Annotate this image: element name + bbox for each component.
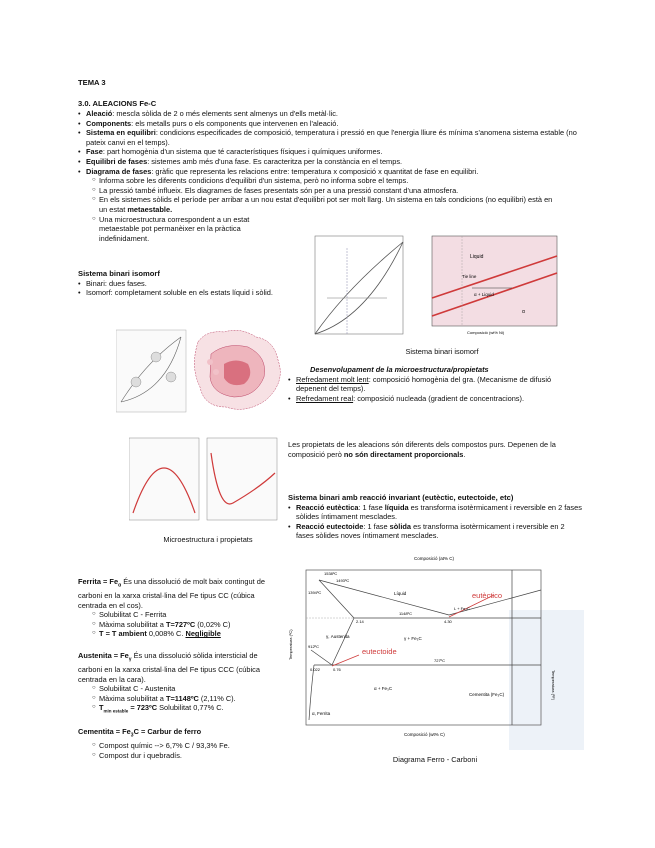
microestructura-item: • Refredament real: composició nucleada (gradient de concentracions). — [288, 394, 583, 404]
fec-430: 4.30 — [444, 619, 452, 624]
def-equilibri-fases: • Equilibri de fases: sistemes amb més d'una fase. Es caracteritza per la constància en el temps. — [78, 157, 578, 167]
def-components: • Components: els metalls purs o els components que intervenen en l'aleació. — [78, 119, 578, 129]
austenita-item: ○ $T_{min estable}$ = 723ºC Solubilitat 0,77% C. — [92, 703, 268, 716]
invariant-item: • Reacció eutectoide: 1 fase sòlida es transforma isotèrmicament i reversible en 2 fases sòlides noves íntimament mesclades. — [288, 522, 583, 541]
invariant-heading: Sistema binari amb reacció invariant (eutèctic, eutectoide, etc) — [288, 493, 514, 502]
sub-point: ○ En els sistemes sòlids el període per arribar a un nou estat d'equilibri pot ser molt llarg. Un sistema en tals condicions (no equilibri) està en un estat metaestable. — [92, 195, 562, 214]
def-sistema-equilibri: • Sistema en equilibri: condicions especificades de composició, temperatura i pressió en que l'energia lliure és mínima s'anomena sistema estable (no pateix canvi en el temps). — [78, 128, 578, 147]
fec-912: 912ºC — [308, 644, 320, 649]
page-title: TEMA 3 — [78, 78, 106, 87]
def-diagrama-fases: • Diagrama de fases: gràfic que representa les relacions entre: temperatura x composició x quantitat de fase en equilibri. — [78, 167, 578, 177]
fe-c-diagram — [284, 550, 584, 755]
microestructura-block — [288, 365, 583, 403]
sub-point: ○ Una microestructura correspondent a un estat metaestable pot permanèixer en la pràctica indefinidament. — [92, 215, 284, 244]
iso-label-alpha-liquid: α + Liquid — [474, 292, 494, 297]
fec-1493: 1493ºC — [336, 578, 350, 583]
fec-076: 0.76 — [333, 667, 341, 672]
isomorf-diagram-pink — [422, 228, 562, 338]
fec-0022: 0.022 — [310, 667, 321, 672]
fec-727: 727ºC — [434, 658, 446, 663]
sub-point: ○ Informa sobre les diferents condicions d'equilibri d'un sistema, però no informa sobre el temps. — [92, 176, 562, 186]
fec-214: 2.14 — [356, 619, 364, 624]
fec-cementita: Cementita (Fe₃C) — [469, 692, 505, 697]
fec-bottom-axis: Composició (wt% C) — [404, 732, 445, 737]
iso-label-tie: Tie line — [462, 274, 477, 279]
fec-l-fe3c: L + Fe₃C — [454, 606, 470, 611]
austenita-block — [78, 651, 268, 717]
fec-y-axis: Temperatura (ºC) — [288, 629, 293, 660]
austenita-item: ○ Solubilitat C - Austenita — [92, 684, 268, 694]
ferrita-item: ○ Solubilitat C - Ferrita — [92, 610, 268, 620]
fec-ferrita: α, Ferrita — [312, 711, 331, 716]
isomorf-block — [78, 269, 278, 298]
austenita-item: ○ Màxima solubilitat a T=1148ºC (2,11% C). — [92, 694, 268, 704]
fec-gamma-fe3c: γ + Fe₃C — [404, 636, 422, 641]
isomorf-diagram-small — [307, 228, 407, 348]
fec-y2-axis: Temperatura (ºF) — [551, 670, 556, 701]
fec-1148: 1148ºC — [399, 611, 412, 616]
microestructura-heading: Desenvolupament de la microestructura/propietats — [310, 365, 489, 374]
invariant-item: • Reacció eutèctica: 1 fase líquida es transforma isotèrmicament i reversible en 2 fases sòlides íntimament mesclades. — [288, 503, 583, 522]
fec-austenita: γ, Austenita — [326, 634, 350, 639]
cementita-block — [78, 727, 278, 760]
isomorf-item: • Isomorf: completament soluble en els estats líquid i sòlid. — [78, 288, 278, 298]
section-heading: 3.0. ALEACIONS Fe-C — [78, 99, 157, 108]
cementita-item: ○ Compost dur i quebradís. — [92, 751, 278, 761]
eutectic-label: eutèctico — [472, 591, 503, 600]
fe-c-caption: Diagrama Ferro - Carboni — [392, 755, 478, 764]
ferrita-item: ○ Màxima solubilitat a T=727ºC (0,02% C) — [92, 620, 268, 630]
microestructura-item: • Refredament molt lent: composició homogènia del gra. (Mecanisme de difusió depenent del temps). — [288, 375, 583, 394]
austenita-desc: Austenita = $Fe_\gamma$ És una dissolució sòlida intersticial de carboni en la xarxa cristal·lina del Fe tipus CCC (cúbica centrada en la cara). — [78, 651, 260, 684]
isomorf-caption: Sistema binari isomorf — [405, 347, 479, 356]
fec-1394: 1394ºC — [308, 590, 322, 595]
fec-top-axis: Composició (at% C) — [414, 556, 455, 561]
sub-point: ○ La pressió també influeix. Els diagrames de fases presentats són per a una pressió constant d'una atmosfera. — [92, 186, 562, 196]
property-graphs — [129, 433, 281, 528]
iso-label-x: Composició (wt% Ni) — [467, 330, 505, 335]
fec-1538: 1538ºC — [324, 571, 338, 576]
ferrita-item: ○ T = T ambient 0,008% C. Negligible — [92, 629, 268, 639]
fec-alpha-fe3c: α + Fe₃C — [374, 686, 393, 691]
microstructure-figures — [116, 322, 296, 417]
def-aleacio: • Aleació: mescla sòlida de 2 o més elements sent almenys un d'ells metàl·lic. — [78, 109, 578, 119]
eutectoid-label: eutectoide — [362, 647, 397, 656]
isomorf-heading: Sistema binari isomorf — [78, 269, 160, 278]
ferrita-block — [78, 577, 268, 639]
fec-liquid: Líquid — [394, 591, 407, 596]
propietats-text: Les propietats de les aleacions són diferents dels compostos purs. Depenen de la composició però no són directament proporcionals. — [288, 440, 556, 459]
def-fase: • Fase: part homogènia d'un sistema que té característiques físiques i químiques uniformes. — [78, 147, 578, 157]
invariant-block — [288, 493, 583, 541]
isomorf-item: • Binari: dues fases. — [78, 279, 278, 289]
cementita-item: ○ Compost químic --> 6,7% C / 93,3% Fe. — [92, 741, 278, 751]
ferrita-desc: Ferrita = $Fe_\alpha$ És una dissolució de molt baix contingut de carboni en la xarxa cristal·lina del Fe tipus CC (cúbica centrada en el cos). — [78, 577, 265, 610]
cementita-title: Cementita = $Fe_3C$ = Carbur de ferro — [78, 727, 202, 739]
microestructura-caption: Microestructura i propietats — [163, 535, 253, 544]
iso-label-alpha: α — [522, 309, 525, 315]
iso-label-liquid: Liquid — [470, 254, 484, 260]
definitions-block — [78, 109, 578, 243]
